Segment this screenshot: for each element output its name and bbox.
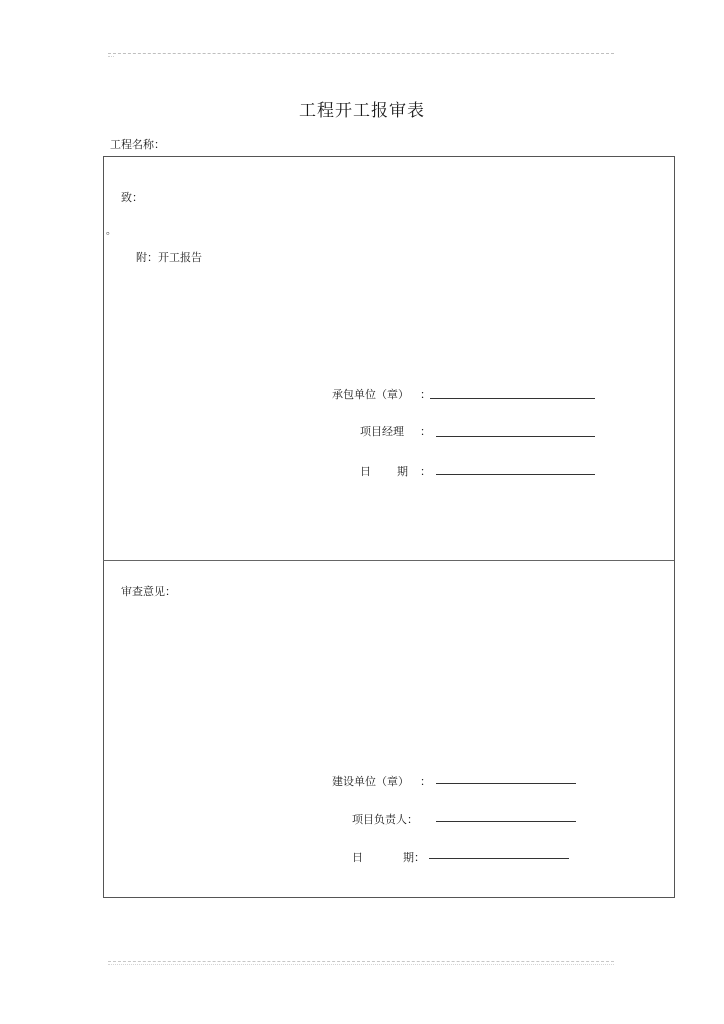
- owner-colon: ：: [420, 775, 431, 788]
- section-divider: [103, 560, 674, 561]
- project-leader-line: [436, 821, 576, 822]
- header-rule: [108, 53, 614, 54]
- contractor-signature-line: [430, 398, 595, 399]
- small-mark: 。: [106, 226, 116, 237]
- project-name-label: 工程名称：: [110, 138, 165, 151]
- contractor-colon: ：: [420, 388, 431, 401]
- addressee-label: 致：: [121, 191, 143, 204]
- manager-label: 项目经理: [360, 425, 404, 438]
- manager-colon: ：: [420, 425, 431, 438]
- date-colon: ：: [420, 465, 431, 478]
- document-title: 工程开工报审表: [299, 101, 425, 121]
- header-rule-mark: [108, 56, 114, 57]
- contractor-label: 承包单位（章）: [332, 388, 409, 401]
- footer-rule-lower: [108, 964, 614, 965]
- owner-signature-line: [436, 783, 576, 784]
- owner-label: 建设单位（章）: [332, 775, 409, 788]
- date-label-first-char: 日: [360, 465, 371, 478]
- footer-rule: [108, 961, 614, 962]
- date-label-second-char: 期: [397, 465, 408, 478]
- manager-signature-line: [436, 436, 595, 437]
- project-leader-label: 项目负责人：: [352, 813, 418, 826]
- review-date-first-char: 日: [352, 851, 363, 864]
- review-opinion-label: 审查意见：: [121, 585, 176, 598]
- date-line: [436, 474, 595, 475]
- review-date-line: [429, 858, 569, 859]
- review-date-second-char: 期：: [403, 851, 425, 864]
- attachment-label: 附：开工报告: [136, 251, 202, 264]
